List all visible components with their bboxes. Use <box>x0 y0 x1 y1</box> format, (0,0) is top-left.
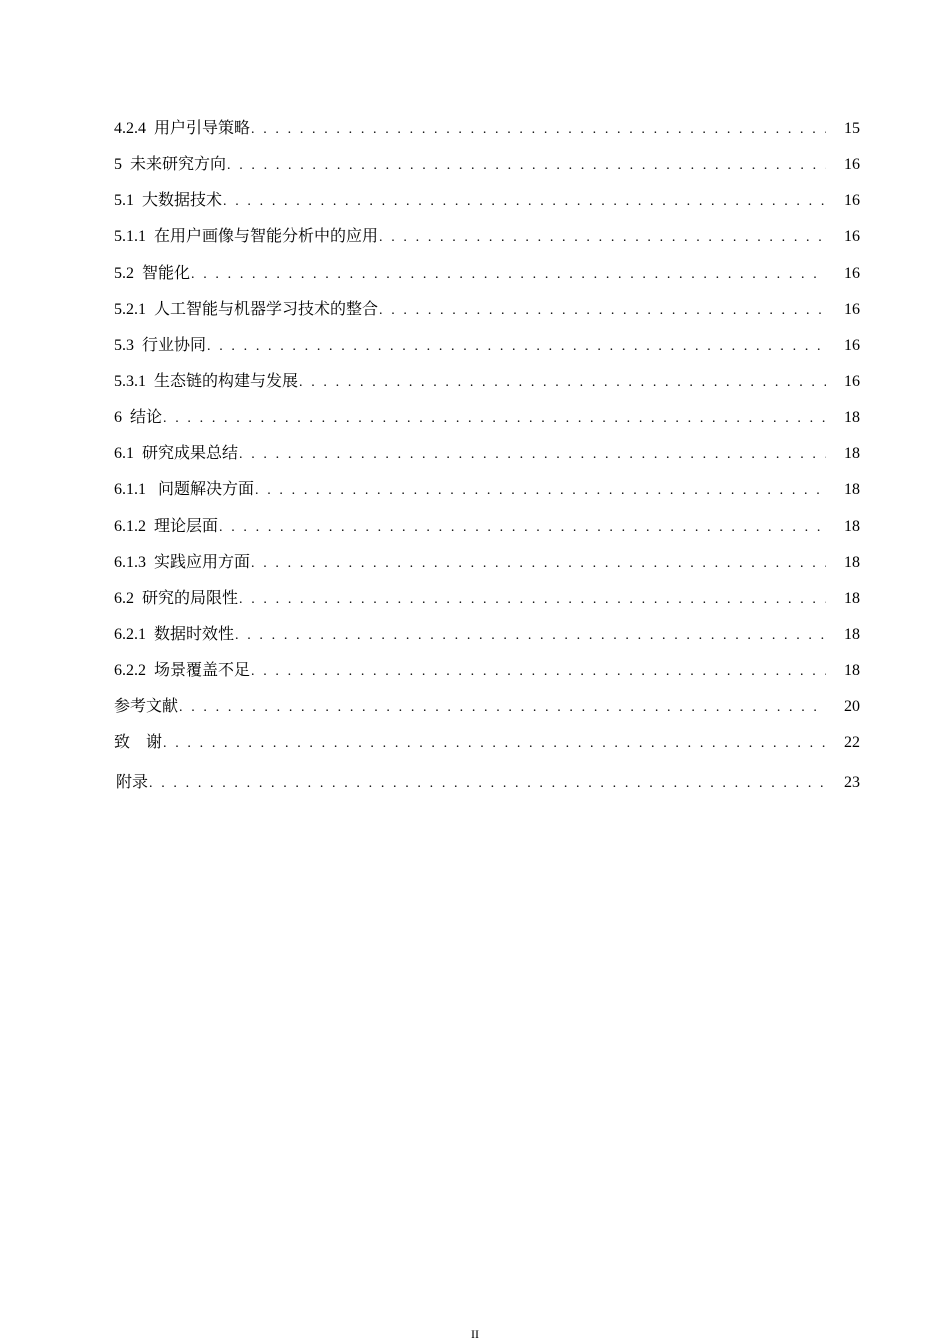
toc-entry[interactable] <box>114 731 860 767</box>
toc-entry[interactable] <box>114 117 860 153</box>
toc-entry[interactable] <box>114 334 860 370</box>
table-of-contents <box>114 117 860 811</box>
toc-entry-page: 20 <box>844 698 860 716</box>
toc-dot-leader <box>251 552 826 576</box>
toc-entry-title: 人工智能与机器学习技术的整合 <box>154 300 379 318</box>
toc-entry-page: 18 <box>844 517 860 535</box>
toc-entry-page: 23 <box>844 773 860 791</box>
toc-entry-number: 5.3.1 <box>114 372 146 390</box>
toc-dot-leader <box>163 407 826 431</box>
toc-dot-leader <box>255 479 826 503</box>
toc-entry[interactable] <box>114 370 860 406</box>
toc-entry-page: 16 <box>844 372 860 390</box>
toc-entry-number: 5.3 <box>114 336 134 354</box>
toc-entry-page: 15 <box>844 120 860 137</box>
toc-dot-leader <box>219 516 826 540</box>
toc-dot-leader <box>149 772 826 796</box>
toc-dot-leader <box>251 660 826 684</box>
toc-entry-number: 6.1.2 <box>114 517 146 535</box>
toc-entry-title: 研究的局限性 <box>142 589 239 607</box>
toc-entry[interactable] <box>114 262 860 298</box>
toc-dot-leader <box>299 371 826 395</box>
toc-entry-number: 6 <box>114 409 122 427</box>
toc-entry-number: 6.2.2 <box>114 662 146 680</box>
toc-entry-page: 16 <box>844 156 860 174</box>
toc-entry-title: 研究成果总结 <box>142 445 239 463</box>
toc-entry-title: 数据时效性 <box>154 625 235 643</box>
toc-entry-page: 16 <box>844 192 860 210</box>
toc-entry-title: 未来研究方向 <box>130 156 227 174</box>
toc-entry[interactable] <box>114 153 860 189</box>
toc-entry-title: 大数据技术 <box>142 192 223 210</box>
toc-entry[interactable] <box>114 587 860 623</box>
toc-dot-leader <box>227 154 826 178</box>
toc-entry[interactable] <box>114 478 860 514</box>
toc-dot-leader <box>223 190 826 214</box>
toc-entry[interactable] <box>114 298 860 334</box>
toc-entry[interactable] <box>114 695 860 731</box>
toc-entry-page: 18 <box>844 625 860 643</box>
toc-entry-title: 结论 <box>130 409 163 427</box>
toc-entry-page: 16 <box>844 336 860 354</box>
toc-entry-number: 4.2.4 <box>114 120 146 137</box>
toc-entry-title: 实践应用方面 <box>154 553 251 571</box>
toc-entry-number: 6.1.3 <box>114 553 146 571</box>
toc-entry-page: 16 <box>844 228 860 246</box>
toc-entry-page: 16 <box>844 300 860 318</box>
toc-entry-number: 5.1.1 <box>114 228 146 246</box>
toc-entry-page: 18 <box>844 662 860 680</box>
toc-entry[interactable] <box>114 225 860 261</box>
toc-entry-number: 5.2 <box>114 264 134 282</box>
toc-entry-page: 22 <box>844 734 860 752</box>
toc-entry-number: 6.2.1 <box>114 625 146 643</box>
toc-dot-leader <box>191 263 826 287</box>
toc-entry-page: 18 <box>844 409 860 427</box>
toc-entry-title: 问题解决方面 <box>154 481 255 499</box>
toc-entry-title: 参考文献 <box>114 698 179 716</box>
toc-entry[interactable] <box>114 551 860 587</box>
toc-entry[interactable] <box>114 442 860 478</box>
toc-dot-leader <box>179 696 826 720</box>
toc-entry-number: 6.1.1 <box>114 481 146 499</box>
toc-entry-page: 18 <box>844 553 860 571</box>
toc-dot-leader <box>251 118 826 142</box>
toc-dot-leader <box>163 732 826 756</box>
toc-entry-number: 5.1 <box>114 192 134 210</box>
toc-entry-page: 16 <box>844 264 860 282</box>
toc-entry-number: 5 <box>114 156 122 174</box>
toc-entry-title: 致 谢 <box>114 734 163 752</box>
toc-entry-title: 行业协同 <box>142 336 207 354</box>
toc-entry-number: 6.1 <box>114 445 134 463</box>
toc-dot-leader <box>207 335 826 359</box>
page-number: II <box>471 1327 479 1341</box>
toc-entry[interactable] <box>114 406 860 442</box>
toc-entry[interactable] <box>114 623 860 659</box>
toc-entry-title: 理论层面 <box>154 517 219 535</box>
toc-entry-number: 6.2 <box>114 589 134 607</box>
toc-entry-title: 生态链的构建与发展 <box>154 372 299 390</box>
toc-dot-leader <box>379 226 826 250</box>
toc-entry-page: 18 <box>844 481 860 499</box>
toc-entry-page: 18 <box>844 589 860 607</box>
toc-entry-title: 用户引导策略 <box>154 120 251 137</box>
toc-entry-title: 智能化 <box>142 264 191 282</box>
toc-dot-leader <box>379 299 826 323</box>
toc-entry-number: 5.2.1 <box>114 300 146 318</box>
toc-entry-title: 在用户画像与智能分析中的应用 <box>154 228 379 246</box>
toc-entry-page: 18 <box>844 445 860 463</box>
toc-dot-leader <box>235 624 826 648</box>
toc-dot-leader <box>239 588 826 612</box>
toc-entry[interactable] <box>114 515 860 551</box>
toc-entry-title: 场景覆盖不足 <box>154 662 251 680</box>
toc-dot-leader <box>239 443 826 467</box>
toc-entry[interactable] <box>114 768 860 811</box>
toc-entry[interactable] <box>114 189 860 225</box>
toc-entry-title: 附录 <box>116 773 149 791</box>
toc-entry[interactable] <box>114 659 860 695</box>
